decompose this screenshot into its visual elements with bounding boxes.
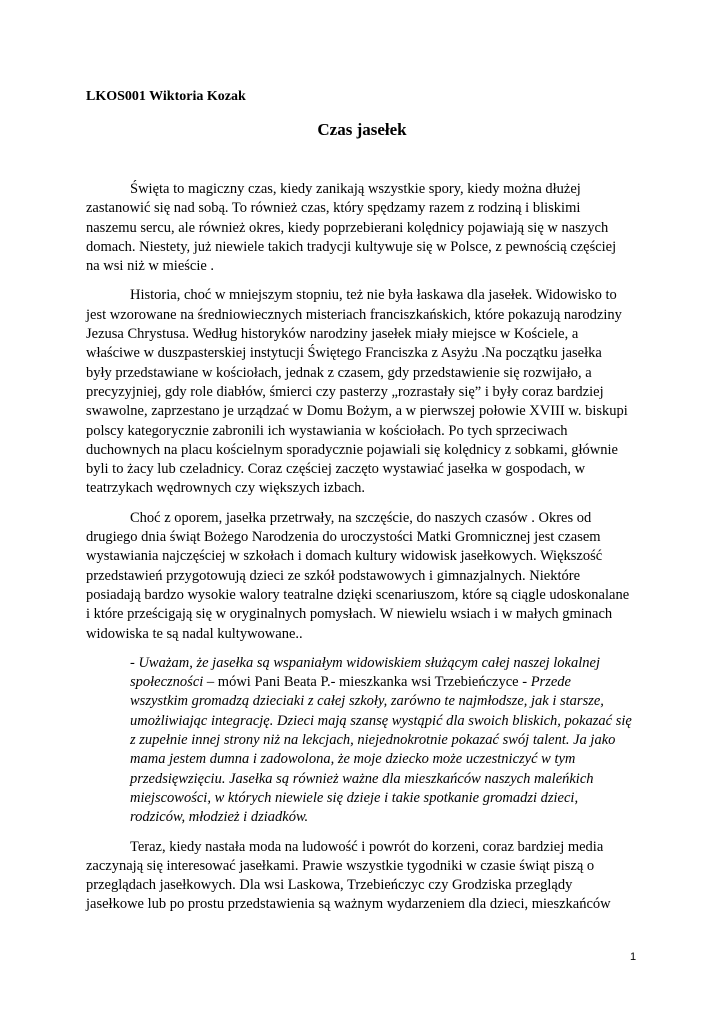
text-line: przedstawień przygotowują dzieci ze szkół podstawowych i gimnazjalnych. Niektóre <box>86 567 581 584</box>
text-line: drugiego dnia świąt Bożego Narodzenia do uroczystości Matki Gromnicznej jest czasem <box>86 529 601 546</box>
article-body <box>86 180 641 925</box>
text-line: na wsi niż w mieście . <box>86 258 215 275</box>
quote-line: wszystkim gromadzą dzieciaki z całej szkoły, zarówno te najmłodsze, jak i starsze, <box>130 693 604 710</box>
text-line: domach. Niestety, już niewiele takich tradycji kultywuje się w Polsce, z pewnością częściej <box>86 238 617 255</box>
text-line: byli to żacy lub czeladnicy. Coraz częściej zaczęto wystawiać jasełka w gospodach, w <box>86 461 586 478</box>
text-line: zaczynają się interesować jasełkami. Prawie wszystkie tygodniki w czasie świąt piszą o <box>86 857 595 874</box>
text-line: jest wzorowane na średniowiecznych misteriach franciszkańskich, które pokazują narodziny <box>86 306 622 323</box>
quote-line: mama jestem dumna i zadowolona, że moje dziecko może uczestniczyć w tym <box>130 751 576 768</box>
text-line: precyzyjniej, gdy role diabłów, śmierci czy pasterzy „rozrastały się” i były coraz bardziej <box>86 383 604 400</box>
text-line: były przedstawiane w kościołach, jednak z czasem, gdy przedstawienie się rozwijało, a <box>86 364 592 381</box>
text-line: Święta to magiczny czas, kiedy zanikają wszystkie spory, kiedy można dłużej <box>130 181 581 197</box>
text-line: teatrzykach wędrownych czy większych izbach. <box>86 480 365 497</box>
quote-line: rodziców, młodzież i dziadków. <box>130 809 309 826</box>
paragraph-history <box>86 286 641 498</box>
quote-line: miejscowości, w których niewiele się dzieje i takie spotkanie gromadzi dzieci, <box>130 789 579 806</box>
quote-line: z zupełnie innej strony niż na lekcjach, niejednokrotnie pokazać swój talent. Ja jako <box>130 732 616 749</box>
paragraph-media <box>86 838 641 915</box>
paragraph-tradition <box>86 509 641 644</box>
quote-line: przedsięwzięciu. Jasełka są również ważne dla mieszkańców naszych maleńkich <box>130 770 594 787</box>
text-line: widowiska te są nadal kultywowane.. <box>86 625 303 642</box>
text-line: posiadają bardzo wysokie walory teatralne dzięki scenariuszom, które są ciągle udoskonalane <box>86 586 630 603</box>
page-number: 1 <box>630 951 637 963</box>
text-line: i które prześcigają się w oryginalnych pomysłach. W niewielu wsiach i w małych gminach <box>86 606 613 623</box>
text-line: Choć z oporem, jasełka przetrwały, na szczęście, do naszych czasów . Okres od <box>130 509 592 526</box>
quote-line: - Uważam, że jasełka są wspaniałym widowiskiem służącym całej naszej lokalnej <box>130 654 600 671</box>
interview-quote <box>86 654 641 828</box>
text-line: naszemu sercu, ale również okres, kiedy poprzebierani kolędnicy pojawiają się w naszych <box>86 219 609 236</box>
author-line: LKOS001 Wiktoria Kozak <box>86 89 246 104</box>
text-line: Jezusa Chrystusa. Według historyków narodziny jasełek miały miejsce w Kościele, a <box>86 326 579 343</box>
text-line: Teraz, kiedy nastała moda na ludowość i powrót do korzeni, coraz bardziej media <box>130 838 604 855</box>
text-line: jasełkowe lub po prostu przedstawienia są ważnym wydarzeniem dla dzieci, mieszkańców <box>86 896 611 913</box>
quote-line-attribution <box>130 673 641 692</box>
text-line: duchownych na placu kościelnym sporadycznie pojawiali się kolędnicy z sobkami, głównie <box>86 441 618 458</box>
article-title: Czas jasełek <box>317 120 407 139</box>
text-line: Historia, choć w mniejszym stopniu, też nie była łaskawa dla jasełek. Widowisko to <box>130 287 617 304</box>
text-line: zastanowić się nad sobą. To również czas, który spędzamy razem z rodziną i bliskimi <box>86 200 581 217</box>
quote-fragment: społeczności <box>130 674 204 691</box>
text-line: właściwe w duszpasterskiej instytucji Świętego Franciszka z Asyżu .Na początku jasełka <box>86 345 602 362</box>
text-line: wystawiania najczęściej w szkołach i domach kultury widowisk jasełkowych. Większość <box>86 548 603 565</box>
quote-speaker: – mówi Pani Beata P.- mieszkanka wsi Trzebieńczyce - <box>203 674 531 691</box>
quote-line: umożliwiając integrację. Dzieci mają szansę wystąpić dla swoich bliskich, pokazać się <box>130 712 632 729</box>
quote-fragment: Przede <box>530 674 571 691</box>
paragraph-intro <box>86 180 641 276</box>
text-line: polscy kategorycznie zabronili ich wystawiania w kościołach. Po tych sprzeciwach <box>86 422 568 439</box>
text-line: swawolne, zaprzestano je urządzać w Domu Bożym, a w pierwszej połowie XVIII w. biskupi <box>86 403 628 420</box>
text-line: przeglądach jasełkowych. Dla wsi Laskowa, Trzebieńczyc czy Grodziska przeglądy <box>86 877 573 894</box>
